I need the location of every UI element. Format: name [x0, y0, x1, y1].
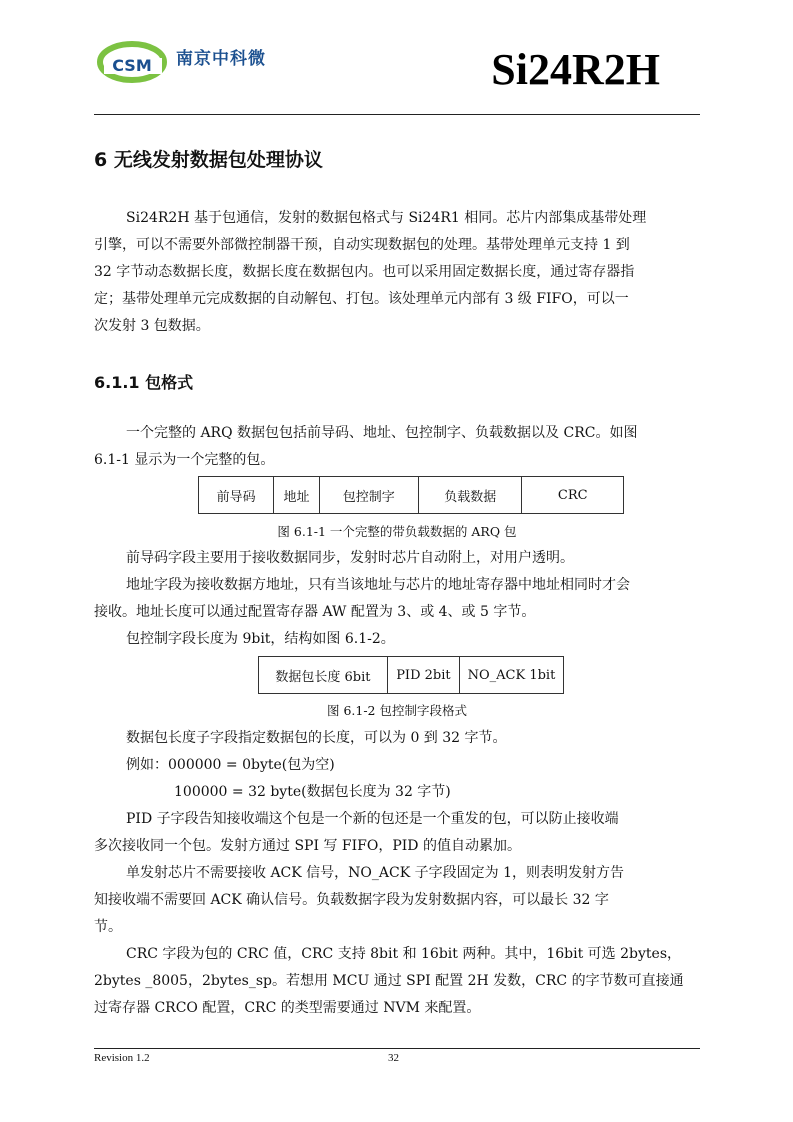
packet-format-table [198, 476, 624, 514]
table-cell: 地址 [274, 477, 319, 514]
figure-caption: 图 6.1-2 包控制字段格式 [326, 703, 467, 718]
logo-abbr: CSM [112, 56, 152, 75]
footer-divider [94, 1048, 700, 1049]
body-line: 知接收端不需要回 ACK 确认信号。负载数据字段为发射数据内容，可以最长 32 字 [94, 892, 609, 908]
intro-line: 次发射 3 包数据。 [94, 318, 210, 334]
table-cell: PID 2bit [387, 657, 459, 694]
body-line: PID 子字段告知接收端这个包是一个新的包还是一个重发的包，可以防止接收端 [126, 811, 619, 827]
body-line: 单发射芯片不需要接收 ACK 信号，NO_ACK 子字段固定为 1，则表明发射方告 [126, 865, 624, 881]
body-line: 节。 [94, 919, 122, 935]
body-line: 前导码字段主要用于接收数据同步，发射时芯片自动附上，对用户透明。 [126, 550, 574, 566]
page-number: 32 [388, 1052, 399, 1064]
body-line: CRC 字段为包的 CRC 值，CRC 支持 8bit 和 16bit 两种。其中，16bit 可选 2bytes， [126, 946, 682, 962]
body-line: 接收。地址长度可以通过配置寄存器 AW 配置为 3、或 4、或 5 字节。 [94, 604, 536, 620]
body-line: 包控制字段长度为 9bit，结构如图 6.1-2。 [126, 631, 395, 647]
table-cell: 数据包长度 6bit [259, 657, 388, 694]
body-line: 地址字段为接收数据方地址，只有当该地址与芯片的地址寄存器中地址相同时才会 [126, 577, 630, 593]
section-title: 6 无线发射数据包处理协议 [94, 149, 323, 171]
figure-caption: 图 6.1-1 一个完整的带负载数据的 ARQ 包 [277, 524, 517, 539]
page-header [94, 30, 700, 115]
subsection-title: 6.1.1 包格式 [94, 373, 194, 392]
subsection-line: 一个完整的 ARQ 数据包包括前导码、地址、包控制字、负载数据以及 CRC。如图 [126, 425, 638, 441]
body-line: 多次接收同一个包。发射方通过 SPI 写 FIFO，PID 的值自动累加。 [94, 838, 521, 854]
intro-line: 32 字节动态数据长度，数据长度在数据包内。也可以采用固定数据长度，通过寄存器指 [94, 264, 635, 280]
intro-line: Si24R2H 基于包通信，发射的数据包格式与 Si24R1 相同。芯片内部集成基带处理 [126, 210, 647, 226]
control-field-table [258, 656, 564, 694]
body-line: 100000 = 32 byte(数据包长度为 32 字节) [174, 784, 451, 800]
table-cell: 负载数据 [419, 477, 522, 514]
table-cell: NO_ACK 1bit [459, 657, 563, 694]
intro-line: 引擎，可以不需要外部微控制器干预，自动实现数据包的处理。基带处理单元支持 1 到 [94, 237, 630, 253]
footer-revision: Revision 1.2 [94, 1052, 150, 1064]
body-line: 例如：000000 = 0byte(包为空) [126, 757, 335, 773]
table-cell: CRC [522, 477, 624, 514]
intro-line: 定；基带处理单元完成数据的自动解包、打包。该处理单元内部有 3 级 FIFO，可以一 [94, 291, 629, 307]
subsection-line: 6.1-1 显示为一个完整的包。 [94, 452, 275, 468]
body-line: 数据包长度子字段指定数据包的长度，可以为 0 到 32 字节。 [126, 730, 507, 746]
model-name: Si24R2H [491, 45, 660, 94]
company-name: 南京中科微 [176, 49, 266, 69]
table-cell: 包控制字 [319, 477, 418, 514]
body-line: 2bytes _8005，2bytes_sp。若想用 MCU 通过 SPI 配置 2H 发数，CRC 的字节数可直接通 [94, 973, 684, 989]
table-cell: 前导码 [199, 477, 274, 514]
body-line: 过寄存器 CRCO 配置，CRC 的类型需要通过 NVM 来配置。 [94, 1000, 481, 1016]
